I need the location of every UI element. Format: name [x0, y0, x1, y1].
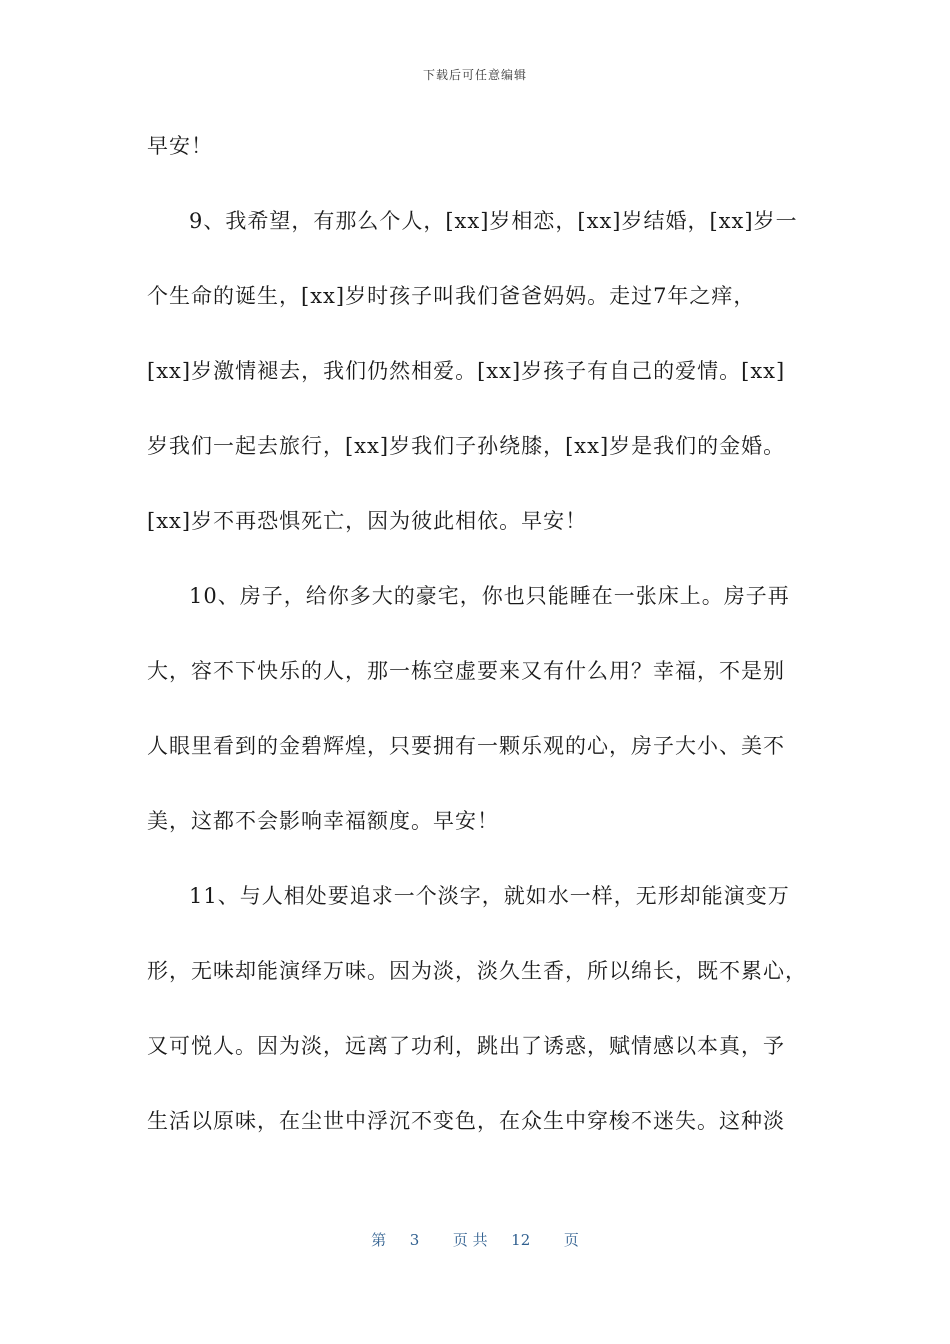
- paragraph-9-line-5: [xx]岁不再恐惧死亡，因为彼此相依。早安！: [147, 509, 588, 533]
- paragraph-11-line-4: 生活以原味，在尘世中浮沉不变色，在众生中穿梭不迷失。这种淡: [147, 1109, 785, 1133]
- current-page-number: 3: [409, 1231, 420, 1249]
- page-footer: [0, 1229, 950, 1250]
- paragraph-9-line-2: 个生命的诞生，[xx]岁时孩子叫我们爸爸妈妈。走过7年之痒，: [147, 284, 756, 308]
- paragraph-11-line-2: 形，无味却能演绎万味。因为淡，淡久生香，所以绵长，既不累心，: [147, 959, 807, 983]
- paragraph-10-line-2: 大，容不下快乐的人，那一栋空虚要来又有什么用？幸福，不是别: [147, 659, 785, 683]
- document-body: [147, 128, 807, 1178]
- paragraph-11-line-1: 11、与人相处要追求一个淡字，就如水一样，无形却能演变万: [189, 884, 790, 908]
- footer-suffix: 页: [563, 1231, 579, 1249]
- paragraph-11-line-3: 又可悦人。因为淡，远离了功利，跳出了诱惑，赋情感以本真，予: [147, 1034, 785, 1058]
- paragraph-9-line-3: [xx]岁激情褪去，我们仍然相爱。[xx]岁孩子有自己的爱情。[xx]: [147, 359, 786, 383]
- paragraph-10-line-1: 10、房子，给你多大的豪宅，你也只能睡在一张床上。房子再: [189, 584, 790, 608]
- paragraph-9-line-1: 9、我希望，有那么个人，[xx]岁相恋，[xx]岁结婚，[xx]岁一: [189, 209, 798, 233]
- paragraph-10-line-4: 美，这都不会影响幸福额度。早安！: [147, 809, 499, 833]
- total-pages-number: 12: [511, 1231, 531, 1249]
- paragraph-9-line-4: 岁我们一起去旅行，[xx]岁我们子孙绕膝，[xx]岁是我们的金婚。: [147, 434, 786, 458]
- footer-middle: 页 共: [452, 1231, 488, 1249]
- footer-prefix: 第: [371, 1231, 387, 1249]
- paragraph-10-line-3: 人眼里看到的金碧辉煌，只要拥有一颗乐观的心，房子大小、美不: [147, 734, 785, 758]
- header-note: 下载后可任意编辑: [422, 68, 527, 82]
- text-line: 早安！: [147, 134, 213, 158]
